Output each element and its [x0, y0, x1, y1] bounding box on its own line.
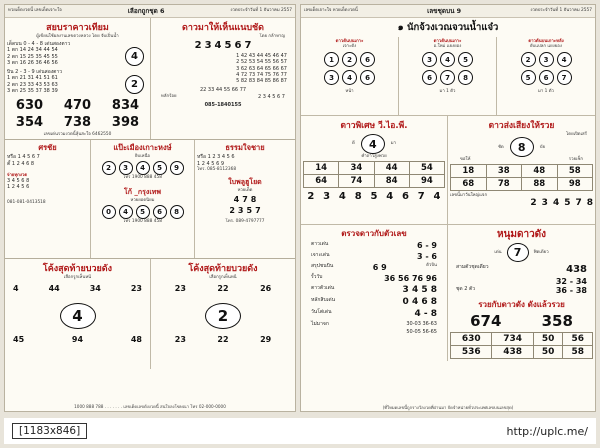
block-dao-ma-hai-hen — [151, 18, 295, 139]
mid-left-b-8: 4 — [433, 191, 441, 203]
lower-right-t-1-2: 50 — [533, 346, 563, 359]
right-g0-r0-c0: 1 — [324, 52, 339, 67]
block-c-right-n2-3: 7 — [255, 206, 261, 216]
block-c-right-sub-phone: โทร. 089-4797777 — [225, 219, 265, 225]
right-group-2-sub: ยับแปลก แยงยอง — [530, 44, 562, 50]
block-b-list-3: 4 72 73 74 75 76 77 — [236, 71, 287, 78]
block-c-left-title: ศรชัย — [38, 143, 57, 153]
right-group-0-label: ดาวดันบนเกาะ — [335, 39, 364, 44]
block-dao-phiset-vip — [301, 116, 448, 224]
right-g1-r0-c2: 5 — [458, 52, 473, 67]
block-c-mid-num-1: 3 — [119, 161, 133, 175]
lower-right-t-0-0: 630 — [451, 333, 492, 346]
left-sheet-footer: 1000 888 788 . . . . . . . เลขเด็ดเลขดังงวดนี้ สนใจลงโฆษณา โทร 02-000-0000 — [74, 404, 226, 409]
right-group-1-sub: อ.ใหม่ แยงยอง — [433, 44, 462, 50]
block-c-right-n2-0: 2 — [229, 206, 235, 216]
block-c-mid-sub-num-2: 5 — [136, 205, 150, 219]
right-g0-r1-c1: 4 — [342, 70, 357, 85]
mid-left-b-5: 4 — [386, 191, 394, 203]
block-a-row-4: บิน 2 - 3 - 9 เด่นสองตาว — [7, 69, 63, 76]
mid-right-title: ดาวส่งเสียงให้รวย — [488, 121, 555, 131]
mid-right-t-0-1: 38 — [486, 165, 522, 178]
right-g2-r0-c2: 4 — [557, 52, 572, 67]
block-c-right-line-0: หรือ 1 2 3 4 5 6 — [197, 154, 235, 161]
lower-right-result-title: รวยกับดาวดัง ดังแล้วรวย — [478, 300, 565, 309]
right-g2-foot: มา 1 ตัว — [538, 89, 554, 95]
block-b-num-0: 2 — [194, 40, 202, 52]
mid-left-t-1-3: 94 — [409, 175, 444, 188]
left-header-left: หวยเด็ดงวดนี้ เลขเด็ดเจาะใจ — [8, 8, 62, 14]
block-a-subtitle: ผู้เขียนใช้ผลงานเลขดวงหลวง โดย จับเปิ่นน้ำ — [36, 34, 119, 39]
block-b-foot-left: 22 33 44 55 66 77 — [199, 87, 247, 94]
mid-left-t-1-2: 84 — [374, 175, 409, 188]
block-khong-sutthai-right — [151, 259, 295, 369]
bottom-left-r3-0: 45 — [13, 335, 25, 345]
mid-left-b-6: 6 — [401, 191, 409, 203]
lower-left-l5: หลักสิบเด่น — [311, 297, 335, 303]
left-lottery-sheet — [4, 4, 296, 412]
mid-right-t-1-2: 88 — [522, 178, 558, 191]
right-header-left: เลขเด็ดเจาะใจ หวยเด็ดงวดนี้ — [304, 8, 358, 14]
block-c-mid-sub: โก้ _กรุงเทพ — [124, 187, 161, 196]
right-group-2 — [497, 37, 595, 115]
block-a-row-1: 1 ตก 14 24 34 44 54 — [7, 47, 58, 54]
mid-right-b-3: 5 — [564, 198, 571, 209]
bottom-right-col-2: 26 — [260, 284, 272, 294]
right-group-0-sub: เจาะดัง — [342, 44, 357, 50]
lower-right-t-0-3: 56 — [563, 333, 593, 346]
block-c-right-n1-0: 4 — [233, 195, 240, 205]
right-g2-r0-c0: 2 — [521, 52, 536, 67]
block-c-mid-num-2: 4 — [136, 161, 150, 175]
bottom-left-r3-1: 94 — [71, 335, 84, 345]
right-g2-r1-c1: 6 — [539, 70, 554, 85]
mid-right-sub: ขอให้ — [460, 157, 471, 163]
mid-right-t-1-1: 78 — [486, 178, 522, 191]
lower-left-l7: ไม่มาจก — [311, 321, 329, 327]
mid-right-b-2: 4 — [552, 198, 560, 209]
block-b-num-3: 5 — [224, 40, 232, 52]
lower-right-bigpair-0: 674 — [470, 312, 502, 330]
mid-right-label-right: บัย — [539, 144, 545, 150]
mid-left-t-0-1: 34 — [339, 162, 374, 175]
block-c-right-title: ธรรมใจชาย — [225, 143, 265, 153]
bottom-right-r2-0: 23 — [174, 335, 186, 345]
mid-right-subtitle: โดยเปิดเสรี — [565, 132, 587, 137]
right-g1-r0-c0: 3 — [422, 52, 437, 67]
block-c-right-n2-1: 3 — [237, 206, 244, 216]
right-g1-r1-c1: 7 — [440, 70, 455, 85]
mid-left-t-0-2: 44 — [374, 162, 409, 175]
bottom-left-title: โค้งสุดท้ายบวยดัง — [42, 264, 113, 275]
block-b-list-0: 1 42 43 44 45 46 47 — [236, 53, 287, 60]
block-c-mid-num-4: 9 — [170, 161, 184, 175]
block-c-mid-sub-num-1: 4 — [119, 205, 133, 219]
block-b-list-2: 3 62 63 64 65 66 67 — [236, 65, 287, 72]
right-group-1-label: ดาวดันบนเกาะ — [433, 39, 462, 44]
lower-left-v5: 0 4 6 8 — [402, 297, 437, 307]
block-a-row-5: 1 ตก 21 31 41 51 61 — [7, 75, 58, 82]
bottom-left-subtitle: เลือกรูกเห็นหนี — [63, 275, 92, 281]
block-b-foot-right: 2 3 4 5 6 7 — [257, 93, 285, 100]
block-c-mid-phone-line: โทร 1900 888 458 — [123, 175, 162, 181]
mid-right-big: 8 — [510, 137, 534, 157]
bottom-left-col-0: 4 — [13, 284, 19, 294]
right-g2-r1-c2: 7 — [557, 70, 572, 85]
lower-right-t-1-1: 438 — [492, 346, 533, 359]
block-b-num-5: 7 — [244, 40, 252, 52]
block-thammachai — [195, 140, 295, 258]
block-c-left-sub-0: 3 4 5 6 8 — [7, 177, 30, 184]
right-group-2-label: ดาวดันบนเกาะหลัง — [528, 39, 564, 44]
mid-left-label-left: ดี — [351, 141, 355, 147]
block-a-big-4: 738 — [63, 115, 92, 131]
block-a-row-7: 3 ตก 25 35 37 38 39 — [7, 87, 58, 94]
right-lottery-sheet — [300, 4, 596, 412]
block-c-mid-sub-phone: โทร 1900 888 458 — [123, 218, 162, 224]
mid-right-label-left: ชัด — [498, 144, 504, 150]
mid-right-sub2: รวยเช็ก — [568, 157, 583, 163]
lower-right-t-0-1: 734 — [492, 333, 533, 346]
block-a-row-3: 3 ตก 16 26 36 46 56 — [7, 59, 58, 66]
block-b-subtitle: โดย กล้าหาญ — [259, 34, 285, 39]
block-khong-sutthai-left — [5, 259, 151, 369]
lower-right-sub-value: 438 — [566, 264, 587, 275]
lower-right-title: หนุมดาวดัง — [496, 229, 547, 240]
block-c-mid-num-0: 2 — [102, 161, 116, 175]
block-b-foot-label: หลักร้อย — [161, 93, 177, 99]
left-header-right: งวดประจำวันที่ 1 ธันวาคม 2557 — [230, 8, 292, 14]
mid-left-b-3: 8 — [354, 191, 362, 203]
bottom-left-col-3: 23 — [130, 284, 142, 294]
right-header-center: เลขชุดบน 9 — [427, 7, 462, 15]
right-sheet-footer: (ที่ใหมดเลขนี้ถูกรางวัลงวดที่ผ่านมา จัดจำหน่ายทั่วประเทศเลขบนเลขสุด) — [382, 405, 514, 410]
right-g1-foot: มา 1 ตัว — [439, 89, 456, 95]
bottom-right-big: 2 — [205, 303, 241, 329]
bottom-left-big: 4 — [60, 303, 96, 329]
block-a-row-0: เด็ดบน 0 - 4 - 8 เด่นสองตาว — [7, 41, 71, 48]
block-a-highlight-4: 4 — [125, 47, 144, 66]
block-a-row-2: 2 ตก 15 25 35 45 55 — [7, 53, 58, 60]
block-c-right-subsub: หวยเด็ด — [237, 187, 253, 193]
bottom-right-title: โค้งสุดท้ายบวยดัง — [188, 264, 258, 275]
block-c-left-line-0: หรือ 1 4 5 6 7 — [7, 154, 40, 161]
right-g0-r0-c2: 6 — [360, 52, 375, 67]
bottom-right-col-1: 22 — [217, 284, 229, 294]
right-g2-r0-c1: 3 — [539, 52, 554, 67]
block-a-title: สยบราคาวเทียม — [46, 23, 109, 33]
right-g0-r1-c0: 3 — [324, 70, 339, 85]
block-a-note: เลขเด่นรวมงวดนี้ลุ้นสะใจ 6462550 — [43, 132, 112, 138]
block-c-mid-sub-num-0: 0 — [102, 205, 116, 219]
right-g1-r0-c1: 4 — [440, 52, 455, 67]
mid-left-t-0-3: 54 — [409, 162, 444, 175]
lower-left-v8: 50-05 56-65 — [406, 329, 437, 336]
block-a-big-2: 834 — [111, 98, 140, 114]
image-caption-bar — [4, 418, 596, 444]
mid-left-b-0: 2 — [307, 191, 315, 203]
lower-right-t-0-2: 50 — [533, 333, 563, 346]
block-c-right-n1-2: 8 — [250, 195, 257, 205]
right-g2-r1-c0: 5 — [521, 70, 536, 85]
mid-right-b-5: 8 — [586, 198, 593, 209]
mid-left-t-1-0: 64 — [304, 175, 339, 188]
right-g1-r1-c2: 8 — [458, 70, 473, 85]
right-g0-foot: หน้า — [345, 89, 354, 95]
lower-right-row0-value: 32 - 34 — [555, 277, 587, 286]
block-b-phone: 085-1840155 — [204, 101, 242, 108]
mid-left-big: 4 — [361, 134, 385, 154]
lower-right-row1-label: ชุด 2 ตัว — [456, 286, 476, 292]
lower-left-l3: รั้ววับ — [311, 274, 323, 280]
mid-right-t-1-0: 68 — [451, 178, 487, 191]
block-b-list-1: 2 52 53 54 55 56 57 — [236, 59, 287, 66]
lower-left-v4: 3 4 5 8 — [402, 285, 437, 295]
right-top-title: ๑ นักจ้วงเวณจวนน้ำแจ๋ว — [397, 22, 499, 33]
bottom-left-col-2: 34 — [89, 284, 101, 294]
lower-left-note: ดัวบิน — [426, 263, 437, 268]
block-c-right-phone: โทร. 085-8112368 — [197, 166, 237, 172]
mid-left-t-0-0: 14 — [304, 162, 339, 175]
right-header-right: งวดประจำวันที่ 1 ธันวาคม 2557 — [530, 8, 592, 14]
lower-right-bigpair-1: 358 — [541, 312, 573, 330]
lower-right-row1-value: 36 - 38 — [555, 286, 587, 295]
right-g0-r1-c2: 6 — [360, 70, 375, 85]
caption-source: http://uplc.me/ — [506, 424, 588, 438]
left-sheet-header — [5, 5, 295, 18]
bottom-right-r2-2: 29 — [260, 335, 272, 345]
mid-left-label-right: มา — [390, 141, 397, 147]
mid-right-t-0-2: 48 — [522, 165, 558, 178]
lower-left-v3: 36 56 76 96 — [384, 274, 437, 283]
block-c-mid-title: แป๊ะเมืองเกาะหงษ์ — [113, 143, 172, 153]
lower-right-label-left: เด่น — [494, 249, 502, 255]
block-c-mid-num-3: 5 — [153, 161, 167, 175]
bottom-left-r3-2: 48 — [130, 335, 142, 345]
block-a-big-1: 470 — [63, 98, 92, 114]
lower-right-big: 7 — [507, 243, 529, 262]
block-hanum-dao-dang — [448, 225, 595, 361]
block-pae-mueang — [91, 140, 195, 258]
mid-right-b-0: 2 — [530, 198, 537, 209]
block-a-highlight-2: 2 — [125, 75, 144, 94]
lower-left-v1: 3 - 6 — [416, 252, 437, 261]
block-sayob-dao-thiam — [5, 18, 151, 139]
block-c-right-subtitle: ใบพลูฮูโยด — [228, 177, 262, 186]
lower-left-l1: เจาะเด่น — [311, 252, 330, 258]
mid-left-b-4: 5 — [370, 191, 378, 203]
block-c-right-n2-2: 5 — [246, 206, 253, 216]
lower-left-title: ตรวจดาวกับตัวเลข — [341, 229, 407, 238]
lower-left-v7: 30-03 36-63 — [406, 321, 437, 327]
bottom-right-r2-1: 22 — [217, 335, 229, 345]
mid-right-t-1-3: 98 — [557, 178, 593, 191]
block-c-right-n1-1: 7 — [242, 195, 248, 205]
block-b-num-4: 6 — [234, 40, 242, 52]
block-a-big-0: 630 — [15, 98, 44, 114]
right-sheet-header — [301, 5, 595, 18]
lower-right-sub-label: สามตัวชุดเดียว — [456, 264, 489, 270]
mid-right-t-0-3: 58 — [557, 165, 593, 178]
block-c-mid-sub-num-4: 8 — [170, 205, 184, 219]
block-c-left-sub-1: 1 2 4 5 6 — [7, 184, 30, 191]
mid-left-t-1-1: 74 — [339, 175, 374, 188]
right-g1-r1-c0: 6 — [422, 70, 437, 85]
lower-right-t-1-3: 58 — [563, 346, 593, 359]
block-a-row-6: 2 ตก 23 33 43 53 63 — [7, 81, 58, 88]
block-c-right-line-1: 1 2 4 5 6 9 — [197, 160, 225, 167]
mid-right-b-4: 7 — [575, 198, 582, 209]
mid-left-sub: คำถาวสูงพวย — [361, 154, 387, 159]
block-c-mid-sub-num-3: 6 — [153, 205, 167, 219]
block-truat-dao — [301, 225, 448, 361]
mid-left-b-7: 7 — [417, 191, 425, 203]
lower-right-t-1-0: 536 — [451, 346, 492, 359]
lower-right-label-right: ฟิดเดียว — [533, 249, 549, 255]
lower-left-l2: สรุปชนบิน — [311, 263, 334, 269]
right-group-1 — [399, 37, 497, 115]
right-group-0 — [301, 37, 399, 115]
block-c-left-phone: 081-081-0413518 — [7, 200, 46, 206]
bottom-left-col-1: 44 — [48, 284, 60, 294]
block-c-left-line-1: ตั้ 1 2 4 6 8 — [7, 160, 35, 167]
lower-left-v0: 6 - 9 — [416, 241, 437, 250]
block-b-list-4: 5 82 83 84 85 86 87 — [236, 78, 287, 85]
bottom-right-col-0: 23 — [174, 284, 186, 294]
block-c-left-subtitle: จ่ายทุกงวด — [7, 172, 28, 178]
block-c-mid-subtitle: ยิบเหนือ — [134, 154, 151, 160]
block-sornchai — [5, 140, 91, 258]
lower-left-v2: 6 9 — [372, 263, 387, 272]
block-b-num-1: 3 — [204, 40, 212, 52]
mid-left-b-1: 3 — [323, 191, 331, 203]
right-g0-r0-c1: 2 — [342, 52, 357, 67]
lower-left-l6: วันโต่เด่น — [311, 309, 332, 315]
block-b-title: ดาวมาให้เห็นแนบชัด — [181, 23, 265, 33]
mid-left-title: ดาวพิเศษ วี.ไอ.พี. — [340, 121, 408, 131]
lower-left-l0: ตาวเด่น — [311, 241, 329, 247]
left-header-center: เลือกถูกชุด 6 — [127, 7, 165, 15]
mid-left-b-2: 4 — [338, 191, 346, 203]
bottom-right-subtitle: เลือกรูกเห็นหนี — [209, 275, 237, 281]
block-b-num-2: 4 — [214, 40, 222, 52]
block-c-mid-sub2: หวยยอดนิยม — [130, 197, 155, 203]
mid-right-b-1: 3 — [541, 198, 548, 209]
block-a-big-3: 354 — [15, 115, 44, 131]
mid-right-bottom-note: เลขนี้มาวันใหญ่แจก — [450, 193, 488, 199]
lower-left-v6: 4 - 8 — [414, 309, 437, 319]
lower-left-l4: ตาวตัวเด่น — [311, 285, 335, 291]
mid-right-t-0-0: 18 — [451, 165, 487, 178]
caption-size: [1183x846] — [12, 423, 87, 439]
block-a-big-5: 398 — [111, 115, 140, 131]
block-dao-song-siang — [448, 116, 595, 224]
